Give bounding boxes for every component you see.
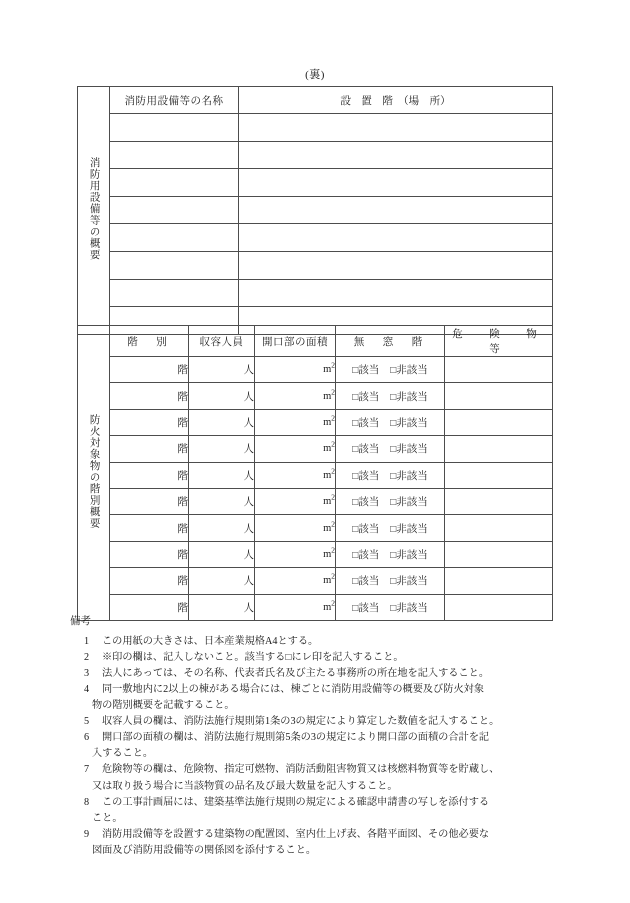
occupants-unit-label: 人 (243, 576, 254, 588)
remark-note-number: 2 (84, 651, 90, 663)
cell-install-location[interactable] (239, 224, 553, 252)
checkbox-icon: □ (390, 602, 397, 614)
remark-note-number: 4 (84, 683, 90, 695)
checkbox-not-applicable[interactable] (390, 362, 428, 377)
opening-area-unit-label: m (323, 469, 332, 481)
remark-note-line: 物の階別概要を記載すること。 (92, 700, 235, 712)
cell-opening-area[interactable] (255, 436, 336, 462)
checkbox-not-applicable-label: 非該当 (396, 549, 428, 561)
remark-note-line: ※印の欄は、記入しないこと。該当する□にレ印を記入すること。 (102, 651, 404, 663)
cell-windowless-floor (336, 568, 445, 594)
table-row (78, 357, 553, 383)
table-row (78, 141, 553, 169)
remark-note-line: この用紙の大きさは、日本産業規格A4とする。 (102, 635, 319, 647)
opening-area-unit-exponent: 2 (331, 439, 335, 449)
checkbox-not-applicable[interactable] (390, 573, 428, 588)
cell-hazardous-materials[interactable] (445, 541, 553, 567)
checkbox-not-applicable-label: 非該当 (396, 417, 428, 429)
remarks-section (70, 614, 570, 859)
checkbox-icon: □ (390, 497, 397, 509)
table-row (78, 515, 553, 541)
checkbox-icon: □ (390, 365, 397, 377)
checkbox-applicable-label: 該当 (358, 391, 380, 403)
checkbox-applicable[interactable] (352, 521, 379, 536)
remark-note-text (92, 827, 570, 859)
cell-windowless-floor (336, 541, 445, 567)
table-header-row (78, 87, 553, 114)
checkbox-not-applicable-label: 非該当 (396, 470, 428, 482)
floor-unit-label: 階 (177, 497, 188, 509)
checkbox-applicable-label: 該当 (358, 417, 380, 429)
checkbox-applicable[interactable] (352, 600, 379, 615)
cell-install-location[interactable] (239, 196, 553, 224)
table-row (78, 169, 553, 197)
occupants-unit-label: 人 (243, 523, 254, 535)
cell-occupants[interactable] (189, 568, 255, 594)
checkbox-icon: □ (390, 470, 397, 482)
checkbox-icon: □ (390, 417, 397, 429)
header-windowless-floor: 無 窓 階 (336, 326, 445, 357)
checkbox-icon: □ (352, 444, 359, 456)
table-row (78, 114, 553, 142)
remark-note-number: 3 (84, 667, 90, 679)
remark-note-text (102, 650, 570, 666)
checkbox-icon: □ (352, 391, 359, 403)
cell-occupants[interactable] (189, 488, 255, 514)
checkbox-applicable-label: 該当 (358, 365, 380, 377)
header-install-floor-location: 設 置 階 （場 所） (239, 87, 553, 114)
remark-note-number: 8 (84, 796, 90, 808)
cell-occupants[interactable] (189, 515, 255, 541)
remark-note-number: 1 (84, 635, 90, 647)
cell-windowless-floor (336, 357, 445, 383)
opening-area-unit-label: m (323, 390, 332, 402)
cell-occupants[interactable] (189, 462, 255, 488)
remark-note (70, 714, 570, 730)
remark-note-line: 又は取り扱う場合に当該物質の品名及び最大数量を記入すること。 (92, 780, 398, 792)
floor-unit-label: 階 (177, 365, 188, 377)
checkbox-applicable[interactable] (352, 547, 379, 562)
cell-floor[interactable] (110, 436, 189, 462)
remark-note-text (102, 714, 570, 730)
checkbox-applicable-label: 該当 (358, 470, 380, 482)
cell-windowless-floor (336, 462, 445, 488)
floor-unit-label: 階 (177, 602, 188, 614)
remark-note-text (102, 634, 570, 650)
remark-note-text (92, 795, 570, 827)
remark-note-number: 6 (84, 732, 90, 744)
checkbox-icon: □ (352, 523, 359, 535)
floor-unit-label: 階 (177, 391, 188, 403)
checkbox-not-applicable[interactable] (390, 389, 428, 404)
checkbox-not-applicable[interactable] (390, 415, 428, 430)
cell-install-location[interactable] (239, 169, 553, 197)
checkbox-not-applicable-label: 非該当 (396, 444, 428, 456)
cell-floor[interactable] (110, 462, 189, 488)
header-opening-area: 開口部の面積 (255, 326, 336, 357)
checkbox-not-applicable-label: 非該当 (396, 523, 428, 535)
checkbox-applicable[interactable] (352, 362, 379, 377)
occupants-unit-label: 人 (243, 391, 254, 403)
table-row (78, 383, 553, 409)
remark-note-line: 入すること。 (92, 748, 154, 760)
checkbox-applicable-label: 該当 (358, 576, 380, 588)
checkbox-not-applicable[interactable] (390, 521, 428, 536)
remarks-title: 備考 (70, 616, 91, 627)
occupants-unit-label: 人 (243, 602, 254, 614)
opening-area-unit-exponent: 2 (331, 598, 335, 608)
remark-note-text (92, 762, 570, 794)
occupants-unit-label: 人 (243, 470, 254, 482)
cell-equipment-name[interactable] (110, 169, 239, 197)
occupants-unit-label: 人 (243, 497, 254, 509)
table-row (78, 279, 553, 307)
cell-install-location[interactable] (239, 251, 553, 279)
floor-unit-label: 階 (177, 523, 188, 535)
table-row (78, 488, 553, 514)
checkbox-not-applicable[interactable] (390, 547, 428, 562)
remark-note-line: この工事計画届には、建築基準法施行規則の規定による確認申請書の写しを添付する (102, 796, 490, 808)
cell-install-location[interactable] (239, 114, 553, 142)
header-floor: 階 別 (110, 326, 189, 357)
opening-area-unit-label: m (323, 443, 332, 455)
cell-equipment-name[interactable] (110, 251, 239, 279)
checkbox-icon: □ (352, 602, 359, 614)
checkbox-icon: □ (352, 549, 359, 561)
table-row (78, 409, 553, 435)
floor-unit-label: 階 (177, 549, 188, 561)
remark-note-line: 図面及び消防用設備等の関係図を添付すること。 (92, 845, 317, 856)
checkbox-applicable[interactable] (352, 389, 379, 404)
table-row (78, 462, 553, 488)
page-title: (裏) (305, 69, 325, 81)
remark-note-number: 7 (84, 764, 90, 776)
cell-floor[interactable] (110, 515, 189, 541)
remark-note-line: 消防用設備等を設置する建築物の配置図、室内仕上げ表、各階平面図、その他必要な (102, 828, 490, 840)
floor-section-label: 防火対象物の階別概要 (88, 413, 100, 529)
cell-install-location[interactable] (239, 141, 553, 169)
remark-note-number: 5 (84, 716, 90, 728)
header-equipment-name: 消防用設備等の名称 (110, 87, 239, 114)
floor-unit-label: 階 (177, 417, 188, 429)
cell-equipment-name[interactable] (110, 224, 239, 252)
floor-unit-label: 階 (177, 576, 188, 588)
checkbox-not-applicable[interactable] (390, 600, 428, 615)
opening-area-unit-exponent: 2 (331, 571, 335, 581)
cell-floor[interactable] (110, 541, 189, 567)
checkbox-not-applicable-label: 非該当 (396, 602, 428, 614)
cell-hazardous-materials[interactable] (445, 568, 553, 594)
cell-occupants[interactable] (189, 436, 255, 462)
cell-opening-area[interactable] (255, 541, 336, 567)
cell-hazardous-materials[interactable] (445, 462, 553, 488)
header-occupants: 収容人員 (189, 326, 255, 357)
cell-windowless-floor (336, 409, 445, 435)
table-row (78, 541, 553, 567)
occupants-unit-label: 人 (243, 549, 254, 561)
checkbox-not-applicable-label: 非該当 (396, 391, 428, 403)
remarks-note-list (70, 634, 570, 860)
opening-area-unit-label: m (323, 364, 332, 376)
checkbox-icon: □ (390, 549, 397, 561)
checkbox-not-applicable-label: 非該当 (396, 497, 428, 509)
checkbox-not-applicable[interactable] (390, 494, 428, 509)
opening-area-unit-exponent: 2 (331, 492, 335, 502)
checkbox-applicable[interactable] (352, 494, 379, 509)
checkbox-applicable-label: 該当 (358, 444, 380, 456)
remark-note (70, 795, 570, 827)
cell-windowless-floor (336, 383, 445, 409)
opening-area-unit-label: m (323, 416, 332, 428)
checkbox-not-applicable[interactable] (390, 468, 428, 483)
remark-note-text (102, 666, 570, 682)
remark-note-text (92, 682, 570, 714)
checkbox-applicable[interactable] (352, 415, 379, 430)
checkbox-icon: □ (352, 365, 359, 377)
cell-occupants[interactable] (189, 541, 255, 567)
remark-note-line: 収容人員の欄は、消防法施行規則第1条の3の規定により算定した数値を記入すること。 (102, 716, 500, 728)
cell-floor[interactable] (110, 488, 189, 514)
checkbox-applicable[interactable] (352, 441, 379, 456)
cell-equipment-name[interactable] (110, 141, 239, 169)
checkbox-applicable-label: 該当 (358, 523, 380, 535)
opening-area-unit-label: m (323, 575, 332, 587)
cell-opening-area[interactable] (255, 488, 336, 514)
cell-hazardous-materials[interactable] (445, 436, 553, 462)
cell-occupants[interactable] (189, 383, 255, 409)
cell-equipment-name[interactable] (110, 279, 239, 307)
opening-area-unit-label: m (323, 548, 332, 560)
checkbox-icon: □ (390, 391, 397, 403)
cell-floor[interactable] (110, 409, 189, 435)
fire-equipment-summary-table (77, 86, 553, 335)
remark-note (70, 827, 570, 859)
floor-unit-label: 階 (177, 444, 188, 456)
checkbox-icon: □ (352, 576, 359, 588)
cell-opening-area[interactable] (255, 515, 336, 541)
checkbox-not-applicable[interactable] (390, 441, 428, 456)
floor-section-label-cell (78, 326, 110, 621)
checkbox-icon: □ (390, 444, 397, 456)
checkbox-icon: □ (352, 497, 359, 509)
cell-opening-area[interactable] (255, 357, 336, 383)
checkbox-applicable-label: 該当 (358, 549, 380, 561)
checkbox-icon: □ (390, 523, 397, 535)
opening-area-unit-exponent: 2 (331, 413, 335, 423)
remark-note-line: 危険物等の欄は、危険物、指定可燃物、消防活動阻害物質又は核燃料物質等を貯蔵し、 (102, 764, 500, 776)
checkbox-applicable-label: 該当 (358, 497, 380, 509)
remark-note (70, 682, 570, 714)
cell-install-location[interactable] (239, 279, 553, 307)
table-row (78, 436, 553, 462)
opening-area-unit-exponent: 2 (331, 519, 335, 529)
floor-unit-label: 階 (177, 470, 188, 482)
opening-area-unit-exponent: 2 (331, 387, 335, 397)
cell-windowless-floor (336, 515, 445, 541)
cell-hazardous-materials[interactable] (445, 383, 553, 409)
opening-area-unit-label: m (323, 496, 332, 508)
cell-equipment-name[interactable] (110, 114, 239, 142)
checkbox-applicable-label: 該当 (358, 602, 380, 614)
cell-occupants[interactable] (189, 409, 255, 435)
equipment-section-label: 消防用設備等の概要 (88, 157, 100, 261)
occupants-unit-label: 人 (243, 444, 254, 456)
remark-note-text (92, 730, 570, 762)
checkbox-applicable[interactable] (352, 468, 379, 483)
opening-area-unit-exponent: 2 (331, 360, 335, 370)
checkbox-not-applicable-label: 非該当 (396, 576, 428, 588)
cell-opening-area[interactable] (255, 383, 336, 409)
table-row (78, 251, 553, 279)
checkbox-not-applicable-label: 非該当 (396, 365, 428, 377)
remark-note (70, 762, 570, 794)
table-row (78, 224, 553, 252)
cell-hazardous-materials[interactable] (445, 488, 553, 514)
cell-floor[interactable] (110, 568, 189, 594)
checkbox-icon: □ (390, 576, 397, 588)
table-row (78, 568, 553, 594)
remark-note-line: こと。 (92, 812, 123, 824)
cell-windowless-floor (336, 488, 445, 514)
remark-note (70, 650, 570, 666)
cell-windowless-floor (336, 436, 445, 462)
remark-note (70, 730, 570, 762)
cell-hazardous-materials[interactable] (445, 515, 553, 541)
header-hazardous-materials: 危 険 物 等 (445, 326, 553, 357)
opening-area-unit-label: m (323, 522, 332, 534)
cell-hazardous-materials[interactable] (445, 357, 553, 383)
opening-area-unit-exponent: 2 (331, 466, 335, 476)
floor-summary-table (77, 325, 564, 621)
cell-occupants[interactable] (189, 357, 255, 383)
remark-note-line: 法人にあっては、その名称、代表者氏名及び主たる事務所の所在地を記入すること。 (102, 667, 490, 679)
remark-note (70, 666, 570, 682)
table-row (78, 196, 553, 224)
cell-floor[interactable] (110, 383, 189, 409)
opening-area-unit-exponent: 2 (331, 545, 335, 555)
cell-opening-area[interactable] (255, 568, 336, 594)
remark-note (70, 634, 570, 650)
remark-note-number: 9 (84, 828, 90, 840)
occupants-unit-label: 人 (243, 365, 254, 377)
cell-floor[interactable] (110, 357, 189, 383)
cell-opening-area[interactable] (255, 462, 336, 488)
table-header-row (78, 326, 553, 357)
equipment-section-label-cell (78, 87, 110, 335)
remark-note-line: 開口部の面積の欄は、消防法施行規則第5条の3の規定により開口部の面積の合計を記 (102, 732, 490, 744)
occupants-unit-label: 人 (243, 417, 254, 429)
checkbox-icon: □ (352, 417, 359, 429)
opening-area-unit-label: m (323, 601, 332, 613)
checkbox-icon: □ (352, 470, 359, 482)
checkbox-applicable[interactable] (352, 573, 379, 588)
cell-equipment-name[interactable] (110, 196, 239, 224)
cell-opening-area[interactable] (255, 409, 336, 435)
cell-hazardous-materials[interactable] (445, 409, 553, 435)
remark-note-line: 同一敷地内に2以上の棟がある場合には、棟ごとに消防用設備等の概要及び防火対象 (102, 683, 485, 695)
